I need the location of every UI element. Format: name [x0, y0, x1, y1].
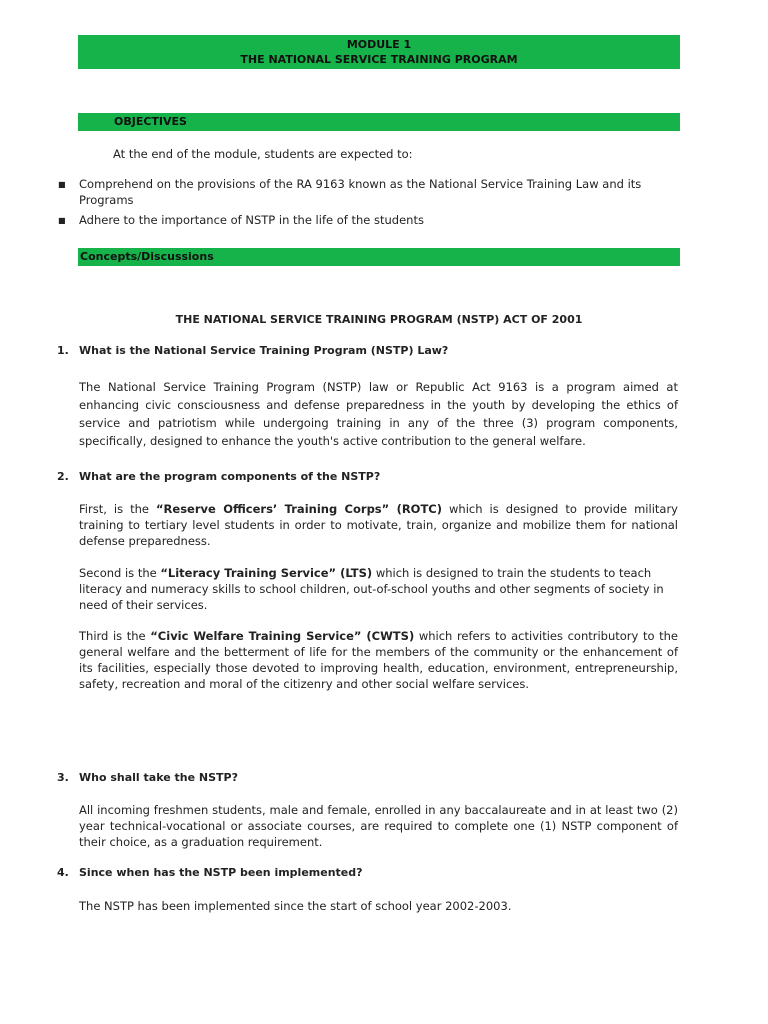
question-4: Since when has the NSTP been implemented? [79, 866, 363, 879]
question-number-4: 4. [57, 866, 69, 879]
bullet-square: ■ [58, 180, 66, 189]
lts-post: which is designed to train the students to teach literacy and numeracy skills to school children, out-of-school youths and other segments of society in need of their services. [79, 566, 664, 612]
cwts-name: “Civic Welfare Training Service” (CWTS) [150, 629, 415, 643]
objectives-heading: OBJECTIVES [114, 115, 187, 128]
cwts-post: which refers to activities contributory to the general welfare and the betterment of life for the members of the community or the enhancement of its facilities, especially those devoted to improving health, education, environment, entrepreneurship, safety, recreation and moral of the citizenry and other social welfare services. [79, 629, 678, 691]
rotc-name: “Reserve Officers’ Training Corps” (ROTC) [156, 502, 442, 516]
concepts-heading: Concepts/Discussions [80, 250, 214, 263]
question-number-1: 1. [57, 344, 69, 357]
rotc-pre: First, is the [79, 502, 156, 516]
answer-4: The NSTP has been implemented since the start of school year 2002-2003. [79, 899, 512, 913]
objectives-intro: At the end of the module, students are expected to: [113, 147, 413, 161]
rotc-post: which is designed to provide military training to tertiary level students in order to motivate, train, organize and mobilize them for national defense preparedness. [79, 502, 678, 548]
question-3: Who shall take the NSTP? [79, 771, 238, 784]
component-lts [79, 565, 678, 613]
question-number-2: 2. [57, 470, 69, 483]
objectives-bar [78, 113, 680, 131]
module-label: MODULE 1 [346, 38, 412, 51]
concepts-bar [78, 248, 680, 266]
lts-pre: Second is the [79, 566, 161, 580]
module-title: THE NATIONAL SERVICE TRAINING PROGRAM [240, 53, 518, 66]
question-1: What is the National Service Training Program (NSTP) Law? [79, 344, 449, 357]
bullet-square: ■ [58, 216, 66, 225]
act-title: THE NATIONAL SERVICE TRAINING PROGRAM (NSTP) ACT OF 2001 [175, 313, 583, 326]
component-cwts [79, 628, 678, 692]
component-rotc [79, 501, 678, 549]
objective-item-2: Adhere to the importance of NSTP in the life of the students [79, 213, 424, 227]
cwts-pre: Third is the [79, 629, 151, 643]
lts-name: “Literacy Training Service” (LTS) [160, 566, 373, 580]
objective-item-1: Comprehend on the provisions of the RA 9163 known as the National Service Training Law and its Programs [79, 177, 642, 207]
answer-1: The National Service Training Program (NSTP) law or Republic Act 9163 is a program aimed at enhancing civic consciousness and defense preparedness in the youth by developing the ethics of service and patriotism while undergoing training in any of the three (3) program components, specifically, designed to enhance the youth's active contribution to the general welfare. [79, 380, 678, 448]
module-header-bar [78, 35, 680, 69]
question-number-3: 3. [57, 771, 69, 784]
answer-3: All incoming freshmen students, male and female, enrolled in any baccalaureate and in at least two (2) year technical-vocational or associate courses, are required to complete one (1) NSTP component of their choice, as a graduation requirement. [79, 803, 678, 849]
question-2: What are the program components of the NSTP? [79, 470, 381, 483]
